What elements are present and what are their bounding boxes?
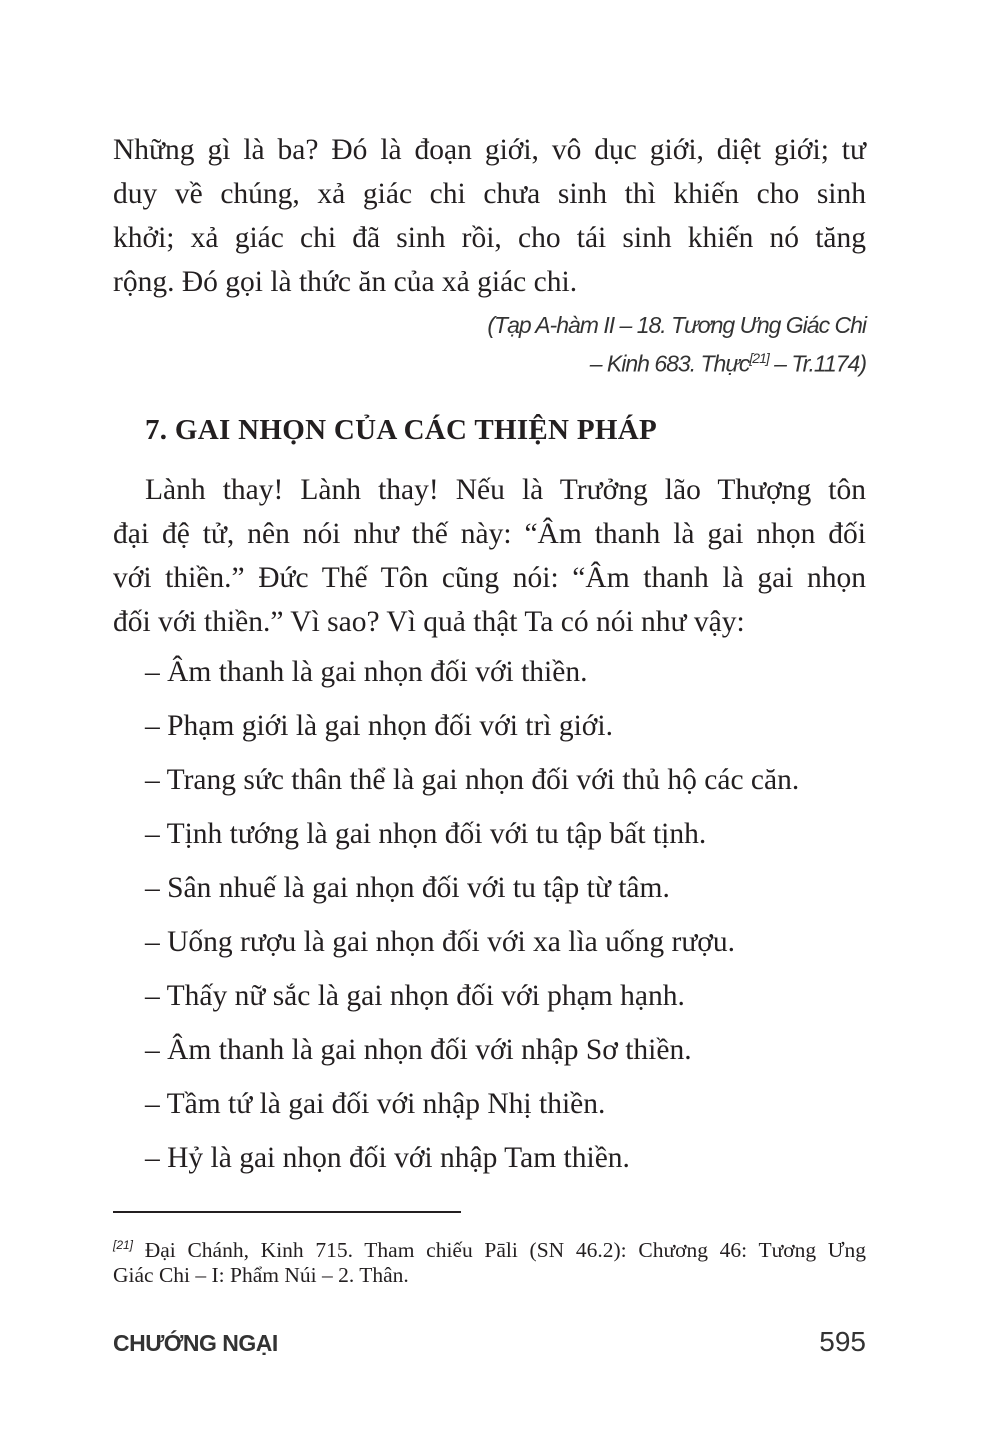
list-item: – Âm thanh là gai nhọn đối với thiền. [145, 656, 588, 688]
citation-line: (Tạp A-hàm II – 18. Tương Ưng Giác Chi [487, 312, 866, 338]
list-item: – Uống rượu là gai nhọn đối với xa lìa uống rượu. [145, 926, 736, 958]
list-item: – Hỷ là gai nhọn đối với nhập Tam thiền. [145, 1142, 630, 1174]
text-line: rộng. Đó gọi là thức ăn của xả giác chi. [113, 266, 578, 298]
list-item: – Âm thanh là gai nhọn đối với nhập Sơ thiền. [145, 1034, 692, 1066]
text-line: khởi; xả giác chi đã sinh rồi, cho tái sinh khiến nó tăng [113, 222, 866, 254]
list-item: – Tầm tứ là gai đối với nhập Nhị thiền. [145, 1088, 606, 1120]
chapter-title: CHƯỚNG NGẠI [113, 1330, 278, 1356]
list-item: – Phạm giới là gai nhọn đối với trì giới. [145, 710, 613, 742]
text-line: đại đệ tử, nên nói như thế này: “Âm thanh là gai nhọn đối [113, 518, 866, 550]
text-line: với thiền.” Đức Thế Tôn cũng nói: “Âm thanh là gai nhọn [113, 562, 866, 594]
citation-text: – Kinh 683. Thực [589, 350, 750, 377]
footnote-divider [113, 1211, 461, 1213]
footnote-marker: [21] [113, 1238, 134, 1252]
text-line: đối với thiền.” Vì sao? Vì quả thật Ta có nói như vậy: [113, 606, 745, 638]
list-item: – Sân nhuế là gai nhọn đối với tu tập từ tâm. [145, 872, 670, 904]
section-heading: 7. GAI NHỌN CỦA CÁC THIỆN PHÁP [145, 414, 657, 446]
page-number: 595 [819, 1326, 866, 1357]
footnote-ref: [21] [749, 350, 769, 366]
list-item: – Thấy nữ sắc là gai nhọn đối với phạm hạnh. [145, 980, 685, 1012]
text-line: Những gì là ba? Đó là đoạn giới, vô dục giới, diệt giới; tư [113, 134, 866, 166]
text-line: Lành thay! Lành thay! Nếu là Trưởng lão Thượng tôn [145, 474, 866, 506]
citation-text: – Tr.1174) [768, 350, 866, 377]
list-item: – Tịnh tướng là gai nhọn đối với tu tập bất tịnh. [145, 818, 707, 850]
list-item: – Trang sức thân thể là gai nhọn đối với thủ hộ các căn. [145, 764, 800, 796]
footnote-text: Đại Chánh, Kinh 715. Tham chiếu Pāli (SN 46.2): Chương 46: Tương Ưng [133, 1238, 866, 1263]
citation-line [590, 350, 866, 378]
text-line: duy về chúng, xả giác chi chưa sinh thì khiến cho sinh [113, 178, 866, 210]
footnote-line: Giác Chi – I: Phẩm Núi – 2. Thân. [113, 1263, 409, 1287]
